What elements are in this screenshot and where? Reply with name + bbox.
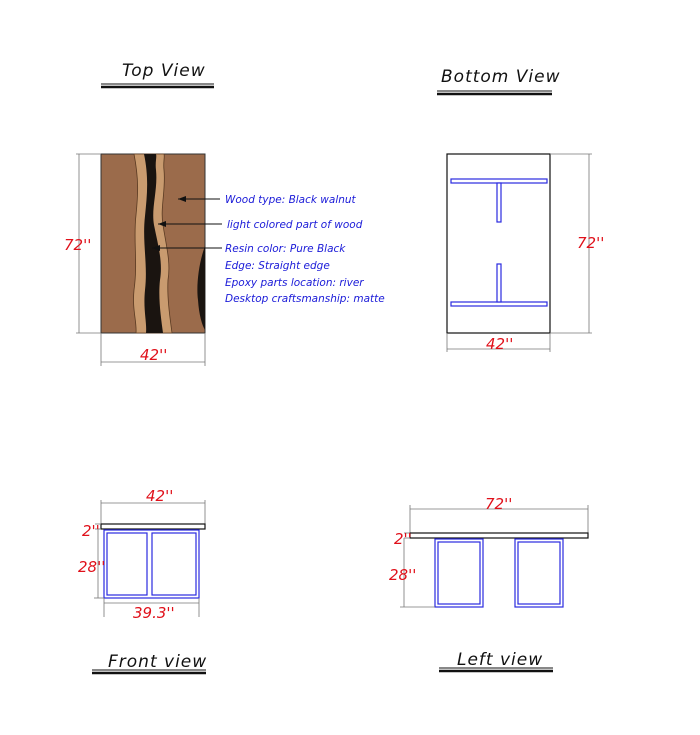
top-view-title: Top View <box>122 61 206 81</box>
front-leg-frame-left-panel <box>107 533 147 595</box>
top-view <box>64 61 385 366</box>
front-leg-frame-right-panel <box>152 533 196 595</box>
front-view-title: Front view <box>108 652 208 672</box>
left-tabletop-slab <box>410 533 588 538</box>
bottom-height-label: 72'' <box>577 234 605 252</box>
bottom-width-label: 42'' <box>486 335 514 353</box>
left-width-label: 72'' <box>485 495 513 513</box>
front-thickness-label: 2'' <box>82 522 100 540</box>
front-view <box>78 487 207 673</box>
annotation-light-wood: light colored part of wood <box>227 219 363 231</box>
front-base-width-label: 39.3'' <box>133 604 175 622</box>
left-view-title: Left view <box>457 650 544 670</box>
annotation-craftsmanship: Desktop craftsmanship: matte <box>225 293 385 305</box>
top-width-label: 42'' <box>140 346 168 364</box>
front-height-label: 28'' <box>78 558 106 576</box>
bottom-leg-stem-upper <box>497 183 501 222</box>
bottom-leg-bar-lower <box>451 302 547 306</box>
bottom-leg-bar-upper <box>451 179 547 183</box>
annotation-edge: Edge: Straight edge <box>225 260 330 272</box>
front-width-label: 42'' <box>146 487 174 505</box>
left-leg-frame-left <box>435 539 483 607</box>
annotation-epoxy-location: Epoxy parts location: river <box>225 277 364 289</box>
bottom-leg-stem-lower <box>497 264 501 302</box>
annotation-resin-color: Resin color: Pure Black <box>225 243 346 255</box>
left-leg-frame-right <box>515 539 563 607</box>
left-thickness-label: 2'' <box>394 530 412 548</box>
bottom-view <box>437 67 604 353</box>
bottom-view-title: Bottom View <box>441 67 561 87</box>
left-view <box>389 495 588 671</box>
left-height-label: 28'' <box>389 566 417 584</box>
front-tabletop-slab <box>101 524 205 529</box>
top-height-label: 72'' <box>64 236 92 254</box>
annotation-wood-type: Wood type: Black walnut <box>225 194 356 206</box>
